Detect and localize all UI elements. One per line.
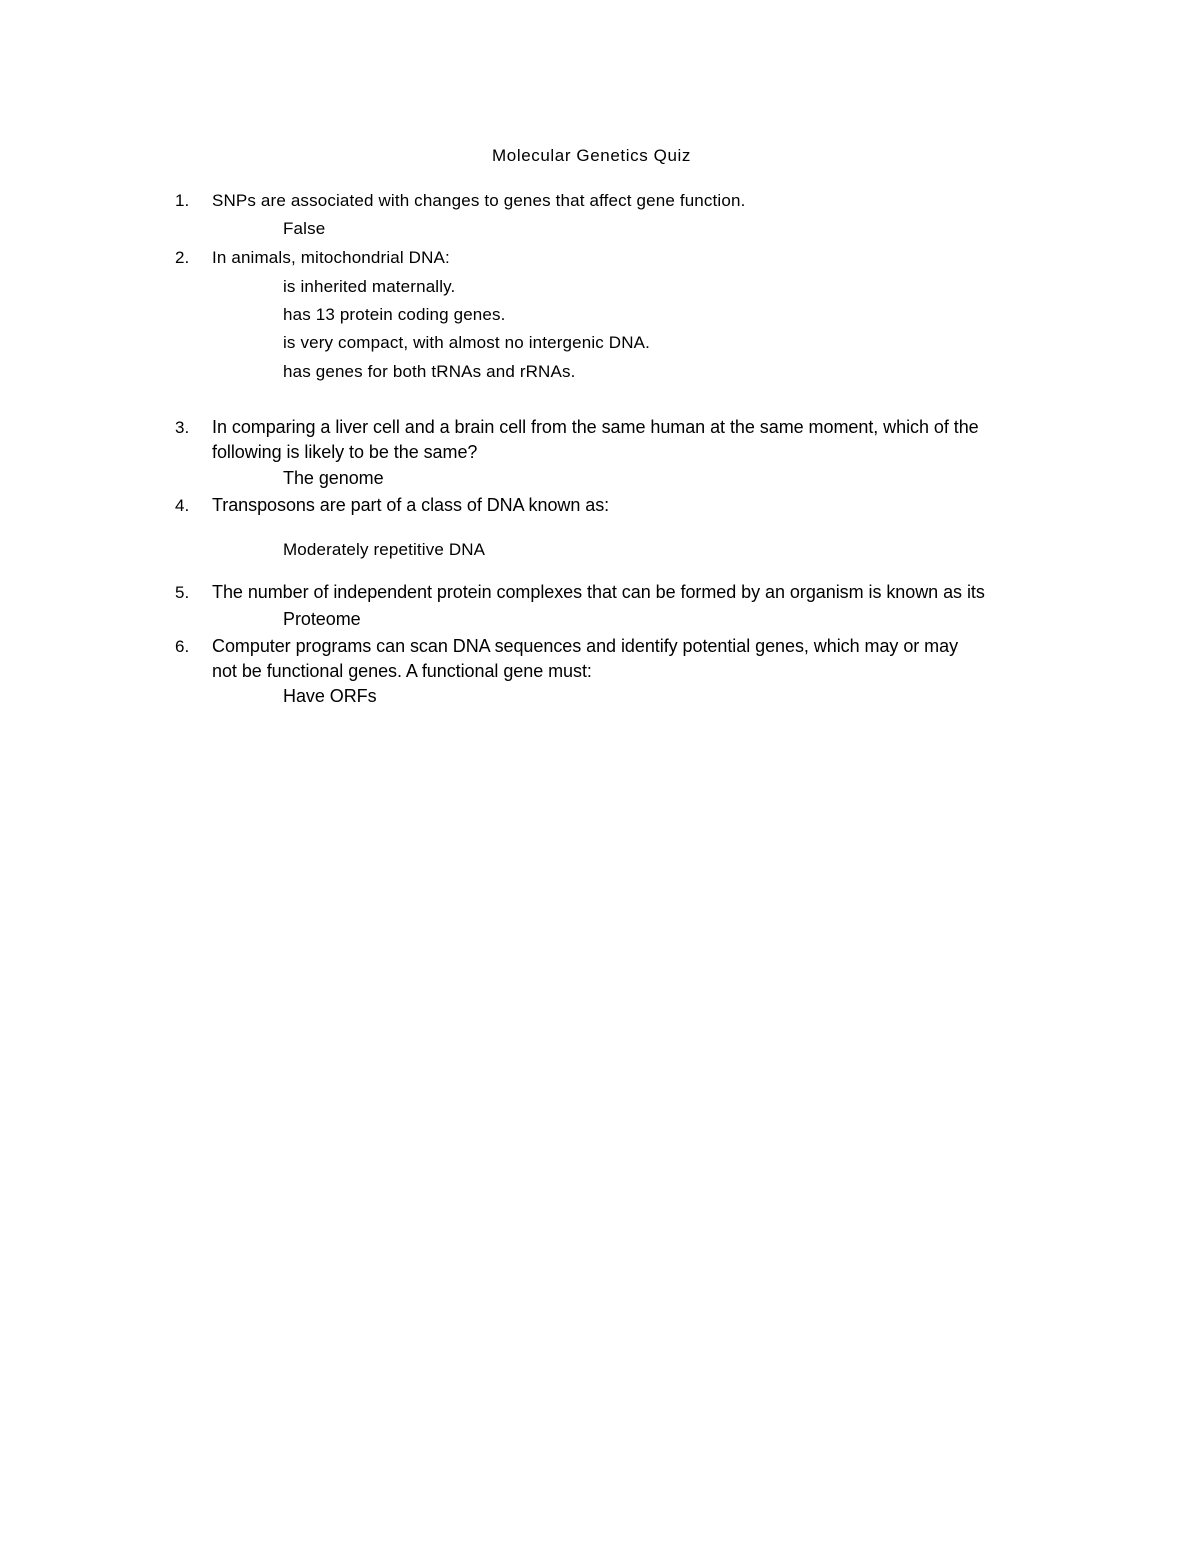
question-text: In comparing a liver cell and a brain cell from the same human at the same moment, which of the: [212, 417, 979, 437]
question-text: In animals, mitochondrial DNA:: [212, 248, 450, 267]
question-text: following is likely to be the same?: [212, 442, 478, 462]
answer-text: The genome: [283, 468, 384, 488]
answer-text: has genes for both tRNAs and rRNAs.: [283, 362, 576, 381]
question-number: 5.: [175, 583, 190, 602]
question-number: 4.: [175, 496, 190, 515]
question-text: Transposons are part of a class of DNA known as:: [212, 495, 610, 515]
answer-text: Moderately repetitive DNA: [283, 540, 486, 559]
page-title: Molecular Genetics Quiz: [492, 146, 691, 165]
question-text: not be functional genes. A functional gene must:: [212, 661, 592, 681]
question-text: SNPs are associated with changes to genes that affect gene function.: [212, 191, 746, 210]
question-text: The number of independent protein complexes that can be formed by an organism is known as its: [212, 582, 985, 602]
answer-text: False: [283, 219, 326, 238]
question-number: 3.: [175, 418, 190, 437]
question-number: 1.: [175, 191, 190, 210]
answer-text: is very compact, with almost no intergenic DNA.: [283, 333, 651, 352]
answer-text: has 13 protein coding genes.: [283, 305, 506, 324]
question-number: 6.: [175, 637, 190, 656]
question-number: 2.: [175, 248, 190, 267]
answer-text: Proteome: [283, 609, 361, 629]
question-text: Computer programs can scan DNA sequences and identify potential genes, which may or may: [212, 636, 959, 656]
answer-text: is inherited maternally.: [283, 277, 456, 296]
answer-text: Have ORFs: [283, 686, 377, 706]
